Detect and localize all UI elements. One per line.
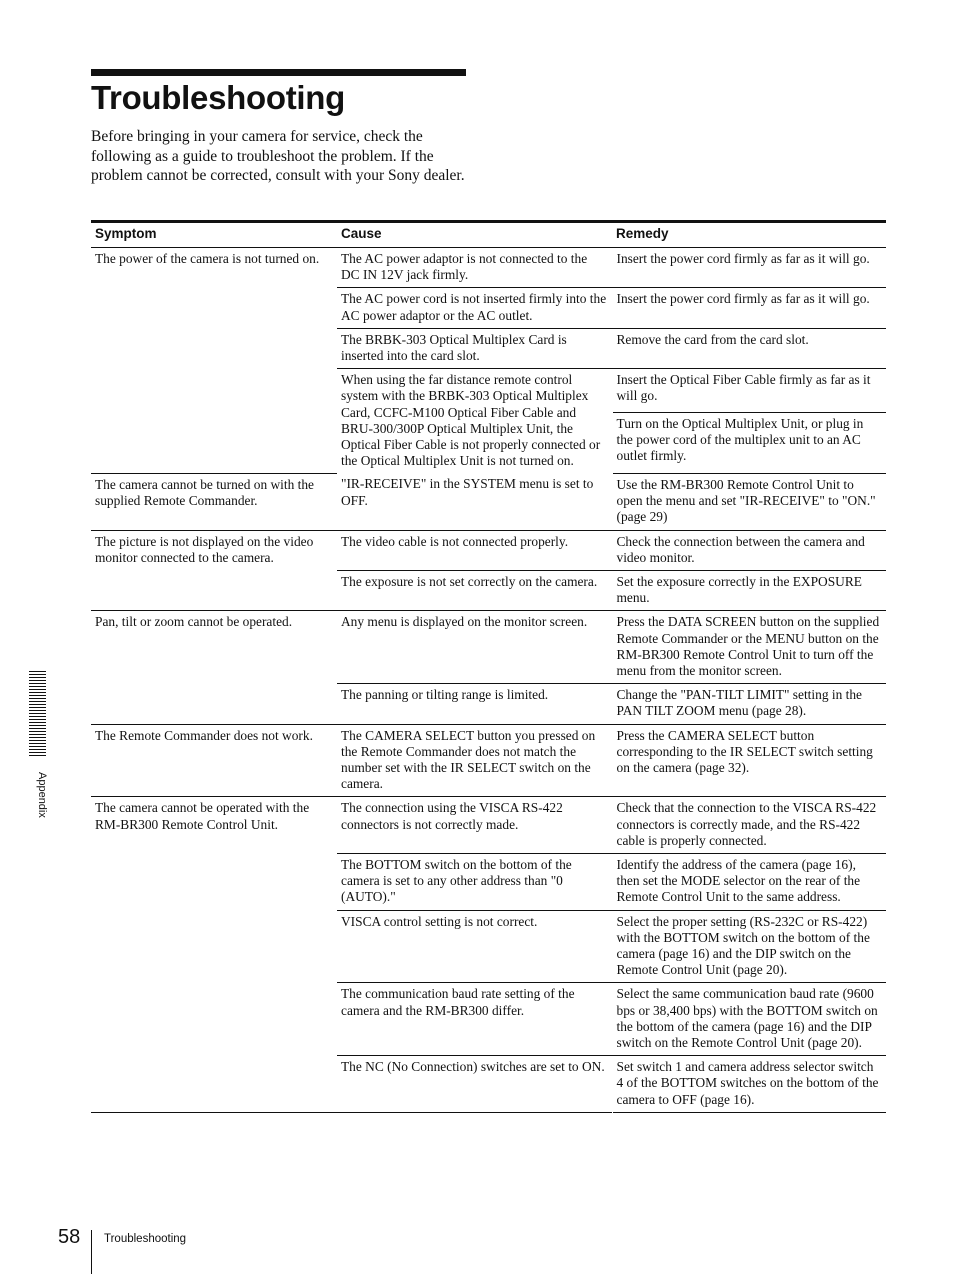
remedy-cell: Insert the Optical Fiber Cable firmly as far as it will go.	[612, 369, 886, 413]
remedy-cell: Set the exposure correctly in the EXPOSURE menu.	[612, 570, 886, 610]
cause-cell: The communication baud rate setting of the camera and the RM-BR300 differ.	[337, 983, 612, 1056]
table-row	[91, 530, 886, 570]
table-row	[91, 724, 886, 797]
remedy-cell: Press the CAMERA SELECT button corresponding to the IR SELECT switch setting on the camera (page 32).	[612, 724, 886, 797]
cause-cell: The BRBK-303 Optical Multiplex Card is inserted into the card slot.	[337, 328, 612, 368]
table-header-row	[91, 222, 886, 248]
footer-title: Troubleshooting	[104, 1233, 187, 1245]
header-remedy: Remedy	[612, 222, 886, 248]
remedy-cell: Check that the connection to the VISCA RS-422 connectors is correctly made, and the RS-422 cable is properly connected.	[612, 797, 886, 854]
cause-cell: The CAMERA SELECT button you pressed on the Remote Commander does not match the number set with the IR SELECT switch on the camera.	[337, 724, 612, 797]
page-number: 58	[58, 1226, 81, 1248]
symptom-cell: The camera cannot be operated with the RM-BR300 Remote Control Unit.	[91, 797, 337, 1112]
cause-cell: When using the far distance remote control system with the BRBK-303 Optical Multiplex Card, CCFC-M100 Optical Fiber Cable and BRU-300/300P Optical Multiplex Unit, the Optical Fiber Cable is not properly connected or the Optical Multiplex Unit is not turned on.	[337, 369, 612, 474]
remedy-cell: Set switch 1 and camera address selector switch 4 of the BOTTOM switches on the bottom of the camera to OFF (page 16).	[616, 1059, 879, 1107]
cause-cell: The exposure is not set correctly on the camera.	[337, 570, 612, 610]
section-side-label: Appendix	[36, 772, 48, 818]
remedy-cell: Use the RM-BR300 Remote Control Unit to open the menu and set "IR-RECEIVE" to "ON." (page 29)	[612, 473, 886, 530]
remedy-cell: Select the same communication baud rate (9600 bps or 38,400 bps) with the BOTTOM switch on the bottom of the camera (page 16) and the DIP switch on the Remote Control Unit (page 20).	[612, 983, 886, 1056]
symptom-cell: The Remote Commander does not work.	[91, 724, 337, 797]
symptom-cell: Pan, tilt or zoom cannot be operated.	[91, 611, 337, 724]
section-thumb-index	[29, 671, 46, 758]
remedy-cell: Insert the power cord firmly as far as it will go.	[612, 288, 886, 328]
cause-cell: The BOTTOM switch on the bottom of the camera is set to any other address than "0 (AUTO)."	[337, 854, 612, 911]
title-rule	[91, 69, 466, 76]
symptom-cell: The camera cannot be turned on with the supplied Remote Commander.	[91, 473, 337, 530]
remedy-cell: Press the DATA SCREEN button on the supplied Remote Commander or the MENU button on the RM-BR300 Remote Control Unit to turn off the menu from the monitor screen.	[612, 611, 886, 684]
table-row	[91, 611, 886, 684]
footer-divider	[91, 1230, 92, 1274]
cause-cell: VISCA control setting is not correct.	[337, 910, 612, 983]
troubleshooting-table	[91, 220, 886, 1113]
cause-cell: The NC (No Connection) switches are set to ON.	[337, 1056, 612, 1113]
intro-paragraph: Before bringing in your camera for service, check the following as a guide to troubleshoot the problem. If the problem cannot be corrected, consult with your Sony dealer.	[91, 128, 465, 184]
cause-cell: The connection using the VISCA RS-422 connectors is not correctly made.	[337, 797, 612, 854]
table-row	[91, 473, 886, 530]
cause-cell: The AC power adaptor is not connected to the DC IN 12V jack firmly.	[337, 248, 612, 288]
remedy-cell: Remove the card from the card slot.	[612, 328, 886, 368]
header-symptom: Symptom	[91, 222, 337, 248]
remedy-cell: Insert the power cord firmly as far as it will go.	[612, 248, 886, 288]
cause-cell: The AC power cord is not inserted firmly into the AC power adaptor or the AC outlet.	[337, 288, 612, 328]
symptom-cell: The power of the camera is not turned on.	[95, 251, 320, 266]
cause-cell: Any menu is displayed on the monitor screen.	[337, 611, 612, 684]
cause-cell: The video cable is not connected properly.	[337, 530, 612, 570]
header-cause: Cause	[337, 222, 612, 248]
remedy-cell: Select the proper setting (RS-232C or RS-422) with the BOTTOM switch on the bottom of the camera (page 16) and the DIP switch on the Remote Control Unit (page 20).	[612, 910, 886, 983]
remedy-cell: Check the connection between the camera and video monitor.	[612, 530, 886, 570]
remedy-cell: Identify the address of the camera (page 16), then set the MODE selector on the rear of the Remote Control Unit to the same address.	[612, 854, 886, 911]
remedy-cell: Turn on the Optical Multiplex Unit, or plug in the power cord of the multiplex unit to an AC outlet firmly.	[612, 412, 886, 473]
table-row	[91, 797, 886, 854]
symptom-cell: The picture is not displayed on the video monitor connected to the camera.	[91, 530, 337, 611]
table-row	[91, 248, 886, 288]
cause-cell: "IR-RECEIVE" in the SYSTEM menu is set to OFF.	[337, 473, 612, 530]
page-title: Troubleshooting	[91, 79, 345, 116]
remedy-cell: Change the "PAN-TILT LIMIT" setting in the PAN TILT ZOOM menu (page 28).	[612, 684, 886, 724]
cause-cell: The panning or tilting range is limited.	[337, 684, 612, 724]
